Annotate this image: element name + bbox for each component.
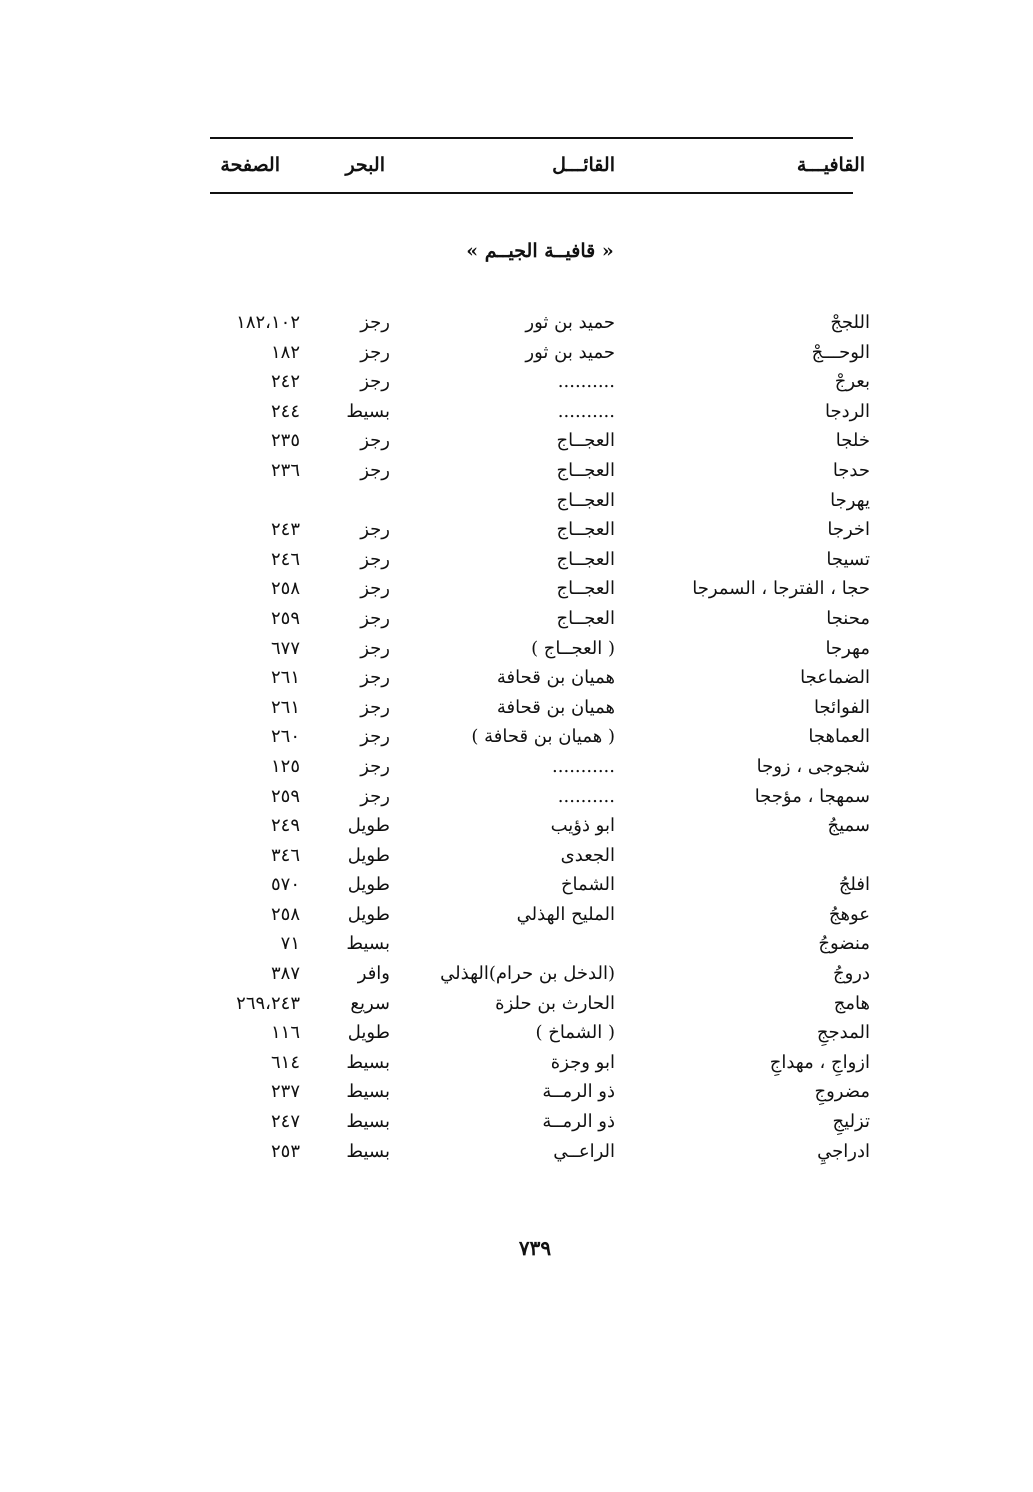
bahr-cell: رجز <box>360 430 390 452</box>
table-row <box>205 519 870 549</box>
header-bahr: البحر <box>345 154 385 176</box>
section-title: « قافيــة الجيــم » <box>466 240 614 262</box>
table-row <box>205 638 870 668</box>
qail-cell: ( العجــاج ) <box>531 637 615 659</box>
bahr-cell: رجز <box>360 726 390 748</box>
qafiya-cell: محنجا <box>826 607 870 629</box>
bahr-cell: طويل <box>347 874 390 896</box>
qafiya-cell: العماهجا <box>808 726 870 748</box>
table-row <box>205 312 870 342</box>
header-rule <box>210 192 853 194</box>
bahr-cell: رجز <box>360 312 390 333</box>
safha-cell: ١٨٢،١٠٢ <box>236 312 300 333</box>
qafiya-cell: مهرجا <box>825 637 870 659</box>
bahr-cell: رجز <box>360 667 390 689</box>
qail-cell: العجــاج <box>556 519 615 541</box>
safha-cell: ٢٥٨ <box>270 903 300 925</box>
bahr-cell: طويل <box>347 815 390 837</box>
safha-cell: ٣٤٦ <box>270 844 300 866</box>
qail-cell: الشماخ <box>560 874 615 896</box>
table-row <box>205 549 870 579</box>
qail-cell: ذو الرمــة <box>542 1111 615 1133</box>
safha-cell: ٢٦١ <box>270 696 300 718</box>
qail-cell: هميان بن قحافة <box>496 667 615 689</box>
safha-cell: ٢٥٩ <box>270 785 300 807</box>
bahr-cell: طويل <box>347 844 390 866</box>
qail-cell: العجــاج <box>556 489 615 511</box>
qafiya-cell: عوهجُ <box>828 903 870 925</box>
table-header <box>205 150 865 186</box>
qafiya-cell: الوحـــجْ <box>811 341 870 363</box>
qafiya-cell: حجا ، الفترجا ، السمرجا <box>692 578 870 600</box>
qafiya-cell: سميجُ <box>827 815 870 837</box>
safha-cell: ٢٤٣ <box>270 519 300 541</box>
qafiya-cell: مضروجِ <box>814 1081 870 1103</box>
qail-cell: العجــاج <box>556 607 615 629</box>
safha-cell: ٢٤٧ <box>270 1111 300 1133</box>
qafiya-cell: تزليجِ <box>832 1111 870 1133</box>
qafiya-cell: سمهجا ، مؤججا <box>754 785 870 807</box>
qafiya-cell: ازواجِ ، مهداجِ <box>769 1051 870 1073</box>
safha-cell: ٢٤٩ <box>270 815 300 837</box>
index-table <box>205 312 870 1170</box>
bahr-cell: بسيط <box>346 1140 390 1162</box>
qafiya-cell: اخرجا <box>827 519 870 541</box>
qafiya-cell: تسيجا <box>826 548 870 570</box>
qail-cell: .......... <box>557 371 615 393</box>
qail-cell: ( الشماخ ) <box>535 1022 615 1044</box>
qafiya-cell: المدججِ <box>816 1022 870 1044</box>
qafiya-cell: افلجُ <box>838 874 870 896</box>
bahr-cell: رجز <box>360 696 390 718</box>
safha-cell: ٣٨٧ <box>270 963 300 985</box>
qail-cell: ابو وجزة <box>550 1051 615 1073</box>
qail-cell: .......... <box>557 400 615 422</box>
page-number: ٧٣٩ <box>518 1236 552 1260</box>
table-row <box>205 401 870 431</box>
safha-cell: ٢٦٠ <box>270 726 300 748</box>
qail-cell: .......... <box>557 785 615 807</box>
table-row <box>205 490 870 520</box>
bahr-cell: بسيط <box>346 1111 390 1133</box>
safha-cell: ٢٤٢ <box>270 371 300 393</box>
bahr-cell: رجز <box>360 459 390 481</box>
table-row <box>205 667 870 697</box>
table-row <box>205 460 870 490</box>
table-row <box>205 1111 870 1141</box>
qafiya-cell: خلجا <box>835 430 870 452</box>
qail-cell: حميد بن ثور <box>525 312 615 333</box>
safha-cell: ٦١٤ <box>270 1051 300 1073</box>
qafiya-cell: الفوائجا <box>813 696 870 718</box>
bahr-cell: رجز <box>360 548 390 570</box>
qafiya-cell: بعرجْ <box>834 371 870 393</box>
qail-cell: الراعــي <box>553 1140 615 1162</box>
table-row <box>205 756 870 786</box>
bahr-cell: رجز <box>360 637 390 659</box>
safha-cell: ٢٣٦ <box>270 459 300 481</box>
table-row <box>205 904 870 934</box>
qafiya-cell: الردجا <box>824 400 870 422</box>
table-row <box>205 963 870 993</box>
safha-cell: ٢٦٩،٢٤٣ <box>236 992 300 1014</box>
safha-cell: ٢٥٣ <box>270 1140 300 1162</box>
qafiya-cell: هامج <box>833 992 870 1014</box>
safha-cell: ١٨٢ <box>270 341 300 363</box>
bahr-cell: بسيط <box>346 1081 390 1103</box>
qafiya-cell: يهرجا <box>830 489 870 511</box>
bahr-cell: رجز <box>360 578 390 600</box>
qafiya-cell: شجوجى ، زوجا <box>756 755 870 777</box>
bahr-cell: بسيط <box>346 933 390 955</box>
bahr-cell: رجز <box>360 785 390 807</box>
qail-cell: حميد بن ثور <box>525 341 615 363</box>
safha-cell: ٢٣٧ <box>270 1081 300 1103</box>
safha-cell: ١١٦ <box>270 1022 300 1044</box>
header-qafiya: القافيـــة <box>796 154 865 176</box>
bahr-cell: سريع <box>350 992 390 1014</box>
safha-cell: ٢٣٥ <box>270 430 300 452</box>
bahr-cell: رجز <box>360 519 390 541</box>
table-row <box>205 1052 870 1082</box>
safha-cell: ٢٦١ <box>270 667 300 689</box>
header-qail: القائـــل <box>552 154 615 176</box>
bahr-cell: بسيط <box>346 400 390 422</box>
safha-cell: ٦٧٧ <box>270 637 300 659</box>
bahr-cell: وافر <box>357 963 390 985</box>
qail-cell: (الدخل بن حرام)الهذلي <box>440 963 615 985</box>
bahr-cell: رجز <box>360 607 390 629</box>
safha-cell: ٢٤٦ <box>270 548 300 570</box>
qail-cell: الحارث بن حلزة <box>495 992 615 1014</box>
qail-cell: العجــاج <box>556 430 615 452</box>
qail-cell: هميان بن قحافة <box>496 696 615 718</box>
table-row <box>205 845 870 875</box>
bahr-cell: طويل <box>347 1022 390 1044</box>
table-row <box>205 1141 870 1171</box>
table-row <box>205 874 870 904</box>
table-row <box>205 786 870 816</box>
bahr-cell: رجز <box>360 755 390 777</box>
qail-cell: الجعدى <box>560 844 615 866</box>
safha-cell: ٢٥٩ <box>270 607 300 629</box>
qail-cell: ........... <box>552 755 615 777</box>
table-row <box>205 608 870 638</box>
qafiya-cell: الضماعجا <box>800 667 870 689</box>
qafiya-cell: دروجُ <box>832 963 870 985</box>
table-row <box>205 342 870 372</box>
qafiya-cell: اللججْ <box>830 312 870 333</box>
safha-cell: ١٢٥ <box>270 755 300 777</box>
table-row <box>205 697 870 727</box>
qail-cell: المليح الهذلي <box>516 903 615 925</box>
table-row <box>205 933 870 963</box>
safha-cell: ٧١ <box>280 933 300 955</box>
table-row <box>205 1022 870 1052</box>
qafiya-cell: ادراجيِ <box>817 1140 870 1162</box>
qafiya-cell: حدجا <box>832 459 870 481</box>
table-row <box>205 430 870 460</box>
safha-cell: ٢٤٤ <box>270 400 300 422</box>
qail-cell: ذو الرمــة <box>542 1081 615 1103</box>
table-row <box>205 726 870 756</box>
bahr-cell: بسيط <box>346 1051 390 1073</box>
header-safha: الصفحة <box>220 154 280 176</box>
table-row <box>205 815 870 845</box>
qail-cell: ( هميان بن قحافة ) <box>471 726 615 748</box>
qail-cell: العجــاج <box>556 578 615 600</box>
table-row <box>205 578 870 608</box>
top-rule <box>210 137 853 139</box>
qail-cell: العجــاج <box>556 548 615 570</box>
table-row <box>205 1081 870 1111</box>
qail-cell: ابو ذؤيب <box>550 815 615 837</box>
table-row <box>205 371 870 401</box>
qafiya-cell: منضوجُ <box>818 933 870 955</box>
qail-cell: العجــاج <box>556 459 615 481</box>
bahr-cell: رجز <box>360 371 390 393</box>
safha-cell: ٥٧٠ <box>270 874 300 896</box>
bahr-cell: رجز <box>360 341 390 363</box>
bahr-cell: طويل <box>347 903 390 925</box>
table-row <box>205 993 870 1023</box>
safha-cell: ٢٥٨ <box>270 578 300 600</box>
